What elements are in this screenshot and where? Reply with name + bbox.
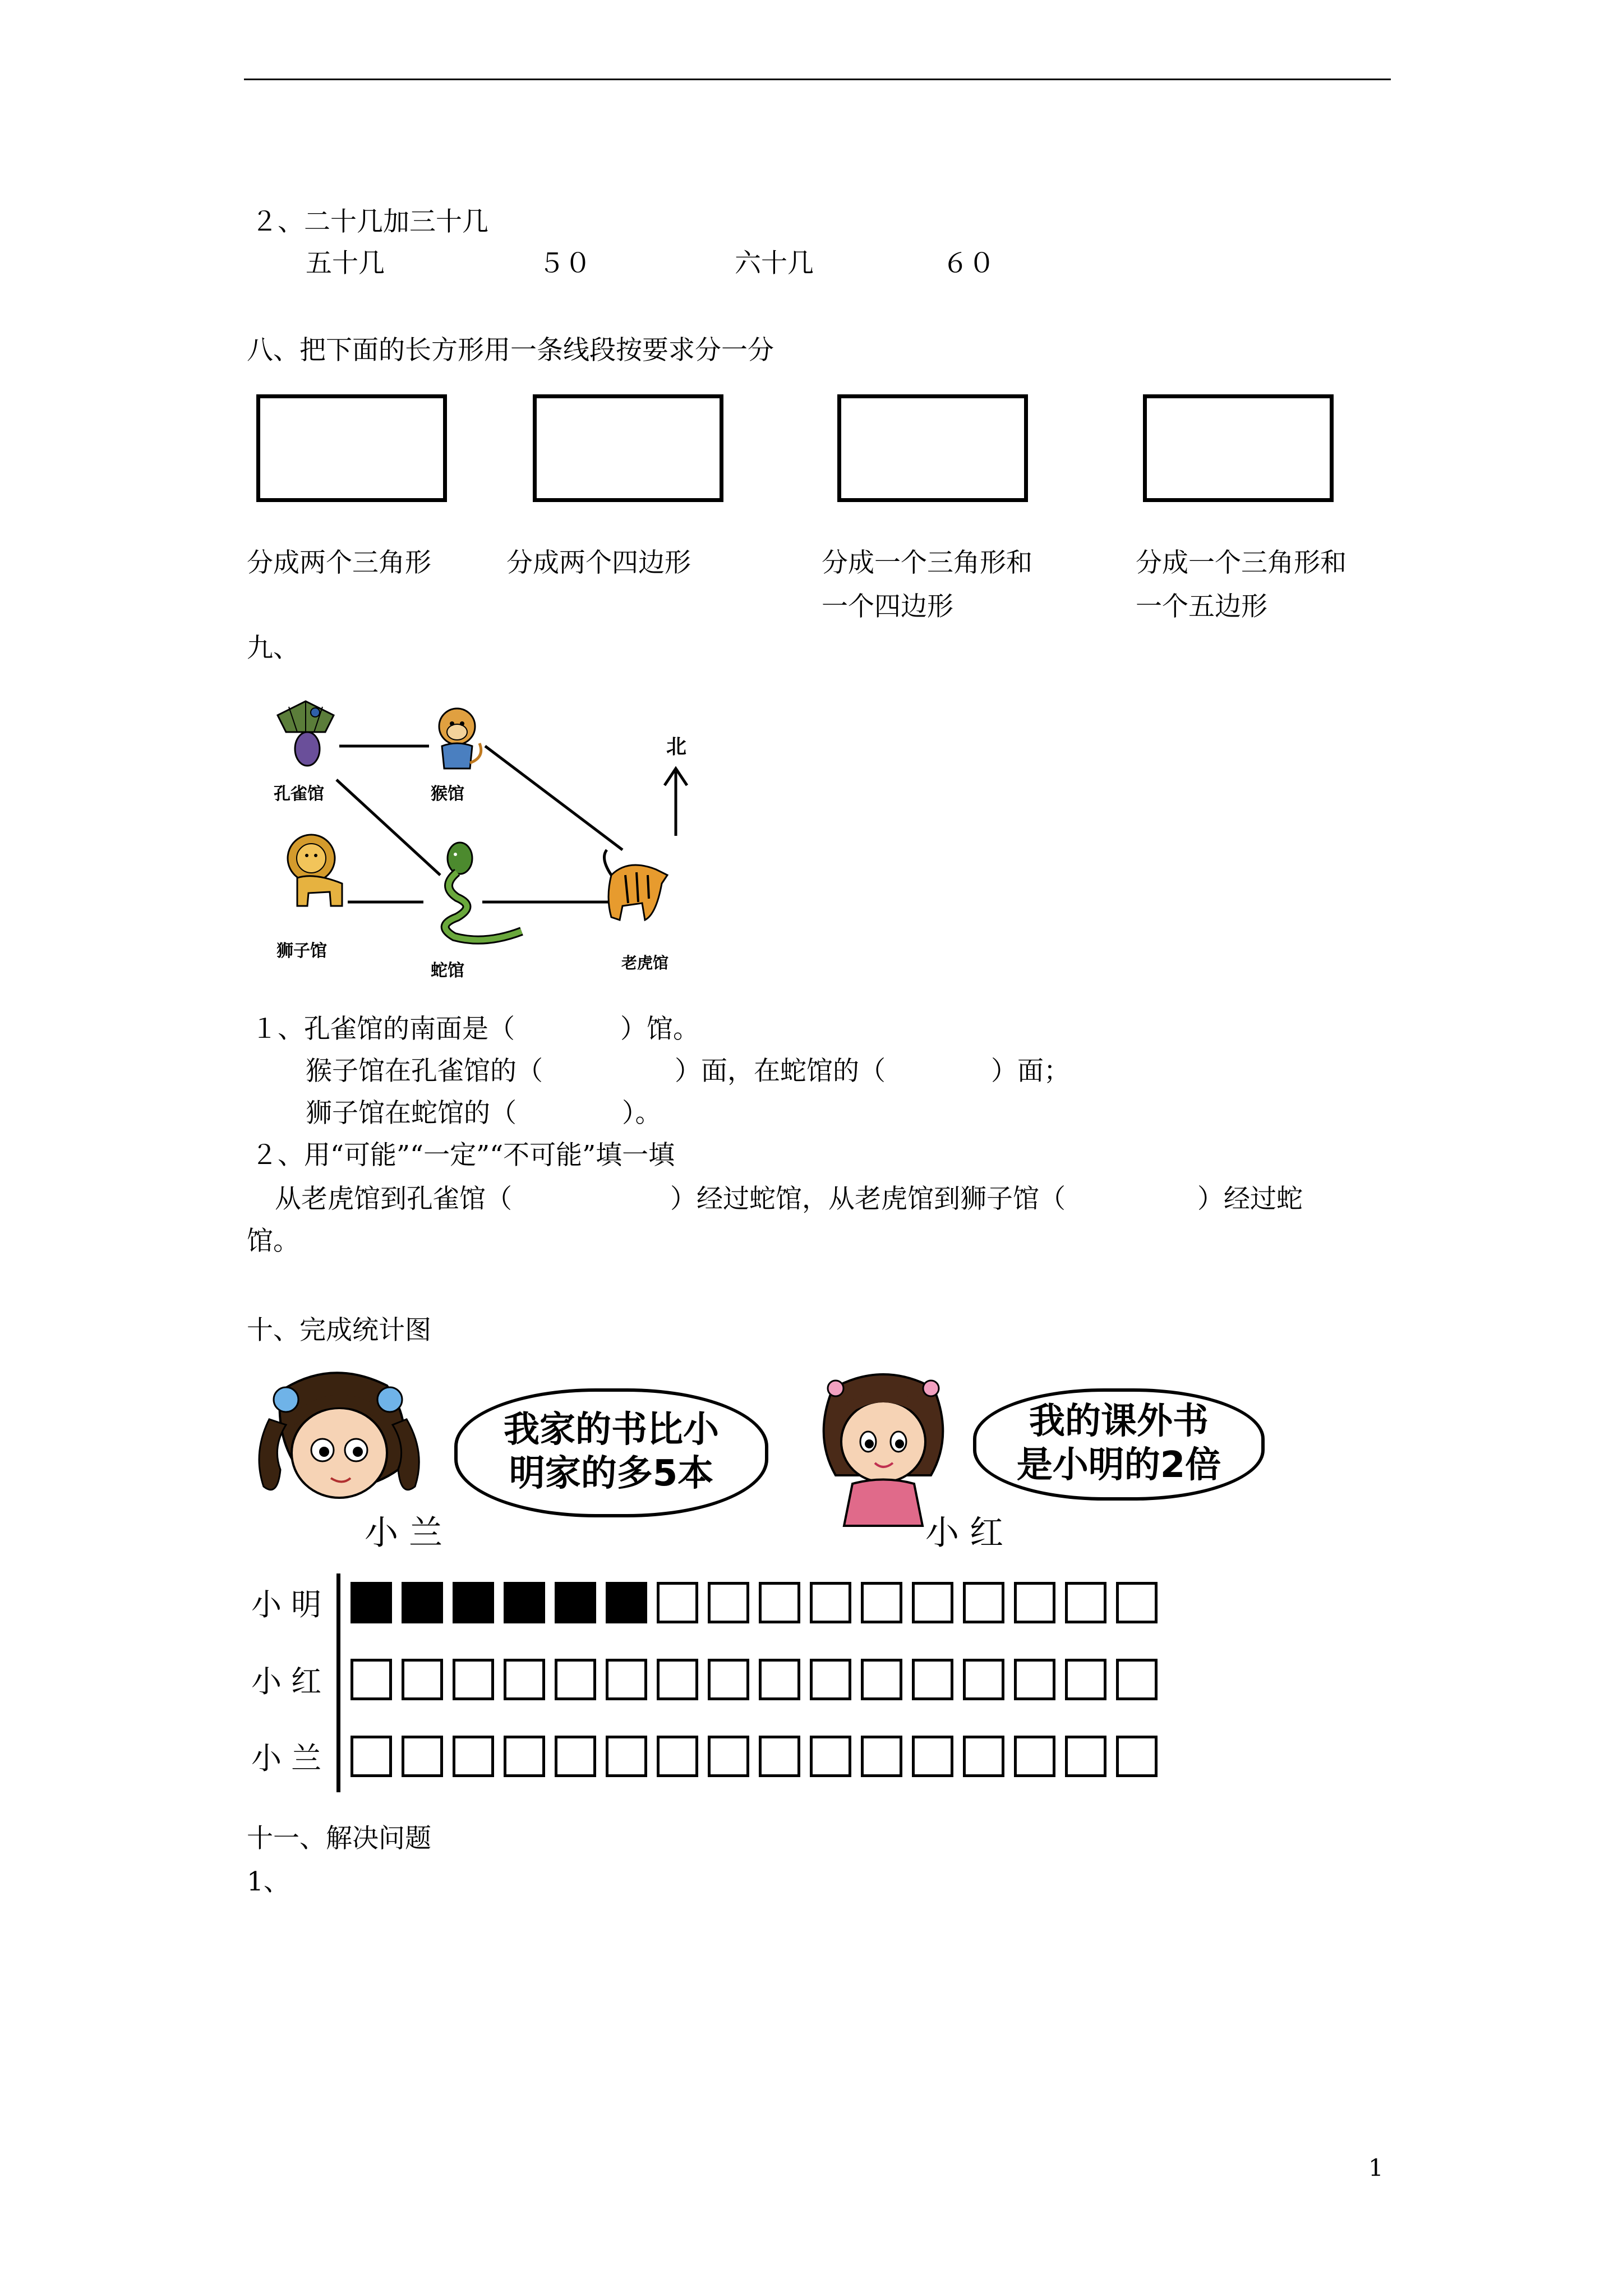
s9-question-2-line-3: 馆。 <box>247 1226 299 1257</box>
chart-cell[interactable] <box>861 1659 902 1700</box>
chart-cell[interactable] <box>606 1736 647 1777</box>
rect-caption-4: 分成一个三角形和 一个五边形 <box>1136 547 1347 622</box>
chart-cell[interactable] <box>555 1736 596 1777</box>
lion-label: 狮子馆 <box>276 941 327 961</box>
chart-cell[interactable] <box>351 1659 392 1700</box>
chart-cell[interactable] <box>1065 1736 1106 1777</box>
rectangle-1[interactable] <box>256 394 447 502</box>
chart-cell[interactable] <box>351 1582 392 1623</box>
chart-cell[interactable] <box>810 1659 851 1700</box>
tiger-icon <box>605 850 668 920</box>
q2-option-4: ６０ <box>942 248 995 279</box>
chart-cell[interactable] <box>963 1659 1004 1700</box>
chart-cell[interactable] <box>912 1582 953 1623</box>
page-number: 1 <box>1368 2154 1384 2182</box>
section-9-title: 九、 <box>247 633 299 664</box>
section-10-title: 十、完成统计图 <box>247 1315 431 1346</box>
q2-option-1: 五十几 <box>306 248 385 279</box>
q2-title: ２、二十几加三十几 <box>251 206 488 237</box>
chart-cell[interactable] <box>1014 1582 1055 1623</box>
chart-row-label-xiaolan: 小 兰 <box>251 1741 322 1776</box>
chart-cell[interactable] <box>708 1582 749 1623</box>
xiaolan-name: 小 兰 <box>365 1513 443 1553</box>
peacock-icon <box>278 701 334 766</box>
chart-cell[interactable] <box>1065 1659 1106 1700</box>
chart-cell[interactable] <box>759 1736 800 1777</box>
chart-axis <box>336 1573 340 1792</box>
chart-cell[interactable] <box>402 1582 443 1623</box>
chart-cell[interactable] <box>606 1659 647 1700</box>
rect-caption-1: 分成两个三角形 <box>247 547 431 578</box>
s9-question-2-line-2: 从老虎馆到孔雀馆（ ）经过蛇馆，从老虎馆到狮子馆（ ）经过蛇 <box>275 1184 1303 1214</box>
chart-cell[interactable] <box>504 1659 545 1700</box>
chart-cell[interactable] <box>1014 1736 1055 1777</box>
peacock-label: 孔雀馆 <box>274 784 324 804</box>
snake-label: 蛇馆 <box>431 961 464 981</box>
chart-cell[interactable] <box>810 1736 851 1777</box>
chart-cell[interactable] <box>555 1659 596 1700</box>
monkey-icon <box>439 708 481 769</box>
chart-cell[interactable] <box>402 1659 443 1700</box>
snake-icon <box>445 843 522 940</box>
chart-cell[interactable] <box>453 1582 494 1623</box>
monkey-label: 猴馆 <box>431 784 464 804</box>
chart-cell[interactable] <box>657 1736 698 1777</box>
chart-cell[interactable] <box>504 1736 545 1777</box>
header-rule <box>244 79 1391 80</box>
chart-cell[interactable] <box>1065 1582 1106 1623</box>
chart-cell[interactable] <box>963 1736 1004 1777</box>
rect-caption-3: 分成一个三角形和 一个四边形 <box>822 547 1032 622</box>
xiaohong-speech: 我的课外书 是小明的2倍 <box>1016 1401 1221 1486</box>
chart-row-label-xiaohong: 小 红 <box>251 1664 322 1699</box>
chart-cell[interactable] <box>1116 1736 1158 1777</box>
q2-option-2: ５０ <box>538 248 591 279</box>
xiaohong-name: 小 红 <box>925 1513 1004 1553</box>
chart-cell[interactable] <box>606 1582 647 1623</box>
chart-cell[interactable] <box>810 1582 851 1623</box>
rectangle-3[interactable] <box>837 394 1028 502</box>
lion-icon <box>288 835 342 906</box>
chart-cell[interactable] <box>708 1736 749 1777</box>
s9-question-1-line-3: 狮子馆在蛇馆的（ ）。 <box>306 1098 662 1129</box>
north-label: 北 <box>666 735 687 758</box>
chart-cell[interactable] <box>1014 1659 1055 1700</box>
rect-caption-2: 分成两个四边形 <box>506 547 691 578</box>
chart-cell[interactable] <box>1116 1582 1158 1623</box>
chart-cell[interactable] <box>555 1582 596 1623</box>
chart-cell[interactable] <box>759 1582 800 1623</box>
section-8-title: 八、把下面的长方形用一条线段按要求分一分 <box>247 335 774 366</box>
rectangle-2[interactable] <box>533 394 723 502</box>
s9-question-2-line-1: ２、用“可能”“一定”“不可能”填一填 <box>251 1140 675 1171</box>
chart-cell[interactable] <box>657 1659 698 1700</box>
zoo-map <box>264 690 712 982</box>
q2-option-3: 六十几 <box>735 248 814 279</box>
chart-cell[interactable] <box>1116 1659 1158 1700</box>
xiaolan-speech: 我家的书比小 明家的多5本 <box>504 1409 719 1494</box>
chart-cell[interactable] <box>504 1582 545 1623</box>
section-11-title: 十一、解决问题 <box>247 1823 431 1854</box>
s9-question-1-line-2: 猴子馆在孔雀馆的（ ）面，在蛇馆的（ ）面； <box>306 1056 1070 1087</box>
chart-cell[interactable] <box>708 1659 749 1700</box>
chart-cell[interactable] <box>861 1736 902 1777</box>
chart-cell[interactable] <box>963 1582 1004 1623</box>
chart-cell[interactable] <box>912 1736 953 1777</box>
chart-cell[interactable] <box>759 1659 800 1700</box>
chart-cell[interactable] <box>861 1582 902 1623</box>
rectangle-4[interactable] <box>1143 394 1334 502</box>
chart-cell[interactable] <box>912 1659 953 1700</box>
chart-cell[interactable] <box>453 1659 494 1700</box>
chart-cell[interactable] <box>657 1582 698 1623</box>
chart-cell[interactable] <box>453 1736 494 1777</box>
chart-row-label-xiaoming: 小 明 <box>251 1587 322 1622</box>
chart-cell[interactable] <box>402 1736 443 1777</box>
tiger-label: 老虎馆 <box>621 954 669 972</box>
problem-1-label: 1、 <box>247 1866 290 1897</box>
chart-cell[interactable] <box>351 1736 392 1777</box>
s9-question-1-line-1: １、孔雀馆的南面是（ ）馆。 <box>251 1014 699 1045</box>
